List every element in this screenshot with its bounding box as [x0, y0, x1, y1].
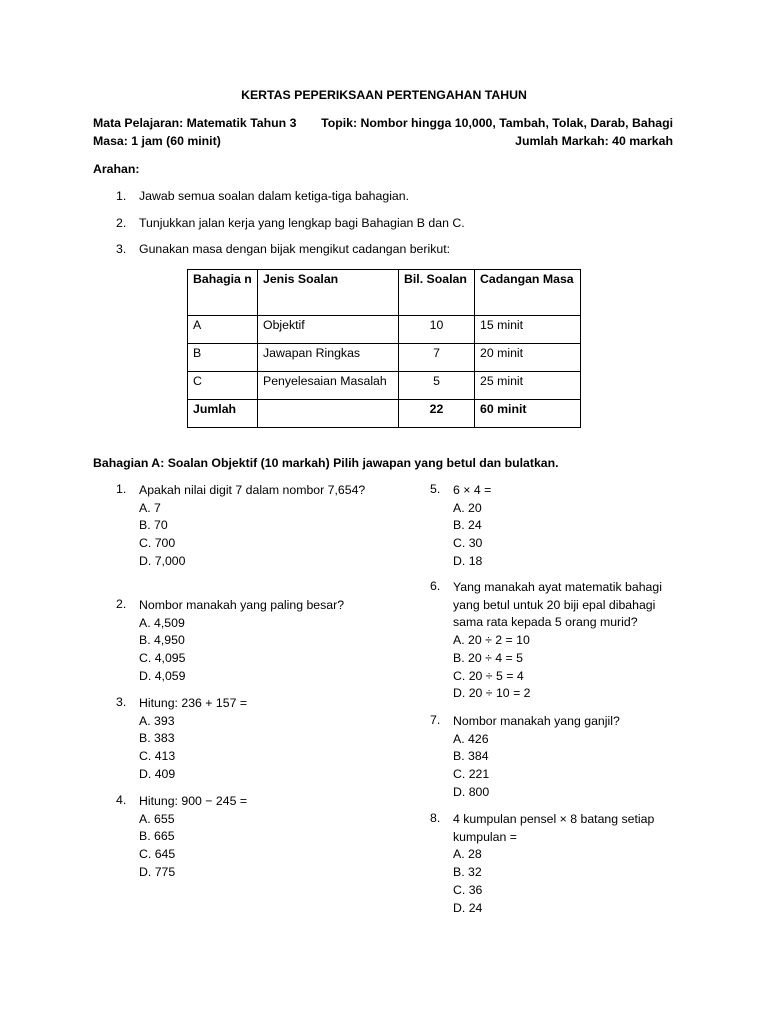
answer-option[interactable]: A. 20 ÷ 2 = 10: [453, 633, 530, 648]
answer-option[interactable]: C. 700: [139, 536, 176, 551]
question-item: [430, 811, 680, 917]
table-cell: 25 minit: [475, 372, 581, 400]
page-title: KERTAS PEPERIKSAAN PERTENGAHAN TAHUN: [241, 88, 527, 102]
answer-option[interactable]: C. 4,095: [139, 651, 186, 666]
question-item: [430, 579, 680, 703]
answer-option[interactable]: A. 4,509: [139, 615, 185, 630]
table-cell: 22: [399, 400, 475, 428]
answer-option[interactable]: D. 24: [453, 900, 483, 915]
answer-option[interactable]: C. 221: [453, 767, 490, 782]
question-item: [430, 482, 680, 571]
instruction-item: [116, 242, 676, 257]
table-row: [188, 344, 581, 372]
question-stem: Hitung: 900 − 245 =: [139, 794, 248, 808]
duration-label: Masa: 1 jam (60 minit): [93, 134, 221, 148]
question-stem: 4 kumpulan pensel × 8 batang setiap kumpulan =: [453, 812, 655, 844]
table-cell: A: [188, 316, 258, 344]
answer-option[interactable]: A. 7: [139, 500, 161, 515]
table-cell: Jawapan Ringkas: [258, 344, 399, 372]
question-stem: Hitung: 236 + 157 =: [139, 696, 248, 710]
instructions-title: Arahan:: [93, 162, 140, 176]
answer-option[interactable]: C. 30: [453, 536, 483, 551]
answer-option[interactable]: C. 413: [139, 749, 176, 764]
total-marks-label: Jumlah Markah: 40 markah: [515, 134, 673, 148]
question-number: 2.: [116, 597, 127, 611]
table-cell: 7: [399, 344, 475, 372]
section-a-title: Bahagian A: Soalan Objektif (10 markah) Pilih jawapan yang betul dan bulatkan.: [93, 456, 559, 470]
answer-option[interactable]: A. 28: [453, 847, 482, 862]
question-number: 8.: [430, 811, 441, 825]
answer-option[interactable]: D. 20 ÷ 10 = 2: [453, 686, 531, 701]
table-row: [188, 372, 581, 400]
answer-option[interactable]: B. 383: [139, 731, 175, 746]
table-cell: 60 minit: [475, 400, 581, 428]
answer-option[interactable]: B. 665: [139, 829, 175, 844]
instruction-item: [116, 216, 676, 231]
table-cell: Jumlah: [188, 400, 258, 428]
table-total-row: [188, 400, 581, 428]
table-row: [188, 316, 581, 344]
answer-option[interactable]: D. 409: [139, 766, 176, 781]
header-meta-row-1: [93, 116, 673, 131]
answer-option[interactable]: C. 36: [453, 882, 483, 897]
instruction-number: 1.: [116, 189, 127, 203]
answer-option[interactable]: B. 384: [453, 749, 489, 764]
instruction-number: 2.: [116, 216, 127, 230]
answer-option[interactable]: B. 70: [139, 518, 168, 533]
answer-option[interactable]: D. 18: [453, 553, 483, 568]
table-cell: C: [188, 372, 258, 400]
instruction-number: 3.: [116, 242, 127, 256]
answer-option[interactable]: A. 426: [453, 731, 489, 746]
table-header-cell: Jenis Soalan: [258, 270, 399, 316]
answer-option[interactable]: D. 800: [453, 784, 490, 799]
answer-option[interactable]: B. 32: [453, 865, 482, 880]
question-item: [116, 597, 396, 686]
answer-option[interactable]: B. 20 ÷ 4 = 5: [453, 650, 523, 665]
table-cell: B: [188, 344, 258, 372]
answer-option[interactable]: C. 645: [139, 847, 176, 862]
header-meta-row-2: [93, 134, 673, 149]
question-item: [116, 793, 396, 882]
question-number: 1.: [116, 482, 127, 496]
instruction-item: [116, 189, 676, 204]
question-stem: 6 × 4 =: [453, 483, 492, 497]
question-stem: Yang manakah ayat matematik bahagi yang betul untuk 20 biji epal dibahagi sama rata kepada 5 orang murid?: [453, 580, 662, 630]
time-allocation-table: [187, 269, 581, 428]
answer-option[interactable]: A. 393: [139, 713, 175, 728]
question-number: 7.: [430, 713, 441, 727]
table-header-row: [188, 270, 581, 316]
question-number: 3.: [116, 695, 127, 709]
answer-option[interactable]: B. 4,950: [139, 633, 185, 648]
instruction-text: Gunakan masa dengan bijak mengikut cadangan berikut:: [139, 242, 451, 256]
table-header-cell: Cadangan Masa: [475, 270, 581, 316]
table-cell: Objektif: [258, 316, 399, 344]
question-stem: Nombor manakah yang paling besar?: [139, 598, 345, 612]
answer-option[interactable]: D. 775: [139, 864, 176, 879]
table-cell: 10: [399, 316, 475, 344]
question-stem: Nombor manakah yang ganjil?: [453, 714, 620, 728]
question-number: 5.: [430, 482, 441, 496]
table-cell: 20 minit: [475, 344, 581, 372]
instruction-text: Jawab semua soalan dalam ketiga-tiga bahagian.: [139, 189, 410, 203]
answer-option[interactable]: D. 4,059: [139, 668, 186, 683]
question-stem: Apakah nilai digit 7 dalam nombor 7,654?: [139, 483, 366, 497]
table-cell: 5: [399, 372, 475, 400]
question-item: [116, 695, 396, 784]
topic-label: Topik: Nombor hingga 10,000, Tambah, Tolak, Darab, Bahagi: [321, 116, 673, 130]
answer-option[interactable]: B. 24: [453, 518, 482, 533]
table-header-cell: Bil. Soalan: [399, 270, 475, 316]
table-cell: 15 minit: [475, 316, 581, 344]
subject-label: Mata Pelajaran: Matematik Tahun 3: [93, 116, 297, 130]
question-number: 4.: [116, 793, 127, 807]
answer-option[interactable]: D. 7,000: [139, 553, 186, 568]
question-item: [116, 482, 376, 571]
answer-option[interactable]: C. 20 ÷ 5 = 4: [453, 668, 524, 683]
question-item: [430, 713, 680, 802]
instruction-text: Tunjukkan jalan kerja yang lengkap bagi Bahagian B dan C.: [139, 216, 465, 230]
question-number: 6.: [430, 579, 441, 593]
answer-option[interactable]: A. 20: [453, 500, 482, 515]
answer-option[interactable]: A. 655: [139, 811, 175, 826]
table-header-cell: Bahagia n: [188, 270, 258, 316]
table-cell: [258, 400, 399, 428]
table-cell: Penyelesaian Masalah: [258, 372, 399, 400]
